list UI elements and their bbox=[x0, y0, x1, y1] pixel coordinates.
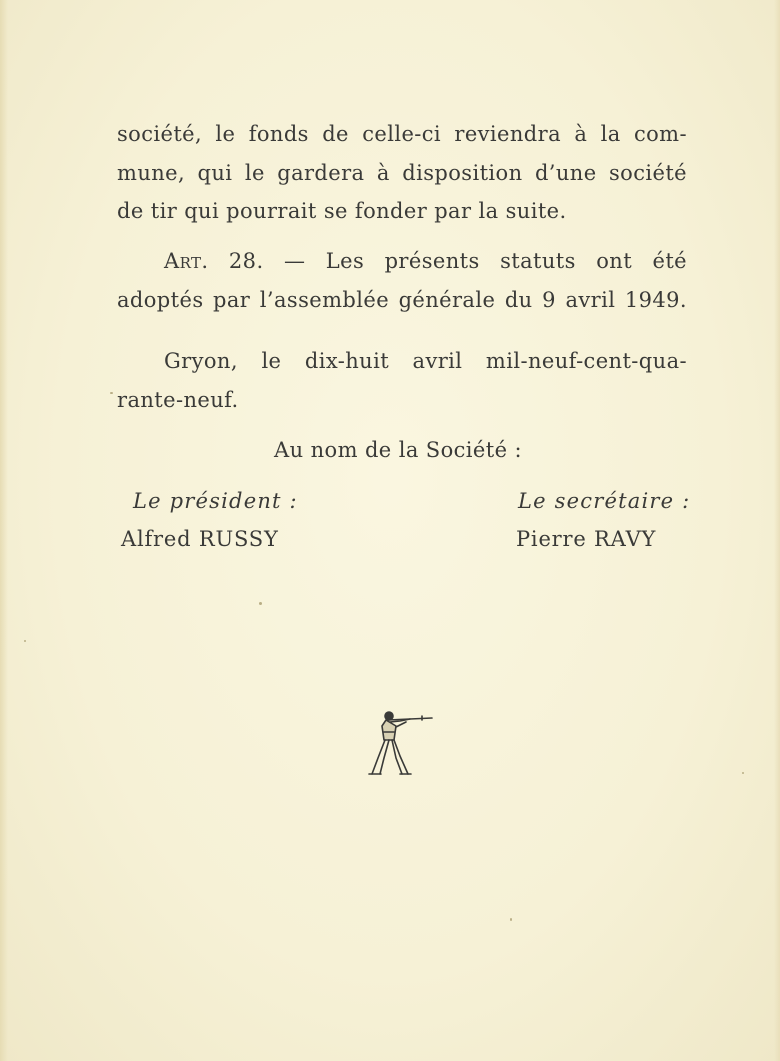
text-line: mune, qui le gardera à disposition d’une société bbox=[117, 160, 687, 185]
text-line: société, le fonds de celle-ci reviendra à la com- bbox=[117, 122, 687, 146]
president-role: Le président : bbox=[133, 489, 298, 513]
paragraph-article-28 bbox=[117, 242, 687, 319]
paragraph-fund-transfer bbox=[117, 115, 687, 231]
secretary-name: Pierre RAVY bbox=[516, 527, 657, 551]
text-line bbox=[117, 242, 687, 281]
secretary-role: Le secrétaire : bbox=[518, 489, 691, 513]
paper-speck bbox=[742, 772, 744, 774]
article-text: — Les présents statuts ont été bbox=[263, 249, 687, 273]
rifleman-icon bbox=[366, 708, 436, 780]
text-line: de tir qui pourrait se fonder par la suite. bbox=[117, 199, 567, 223]
paper-speck bbox=[24, 640, 26, 642]
text-line: adoptés par l’assemblée générale du 9 avril 1949. bbox=[117, 287, 687, 312]
paper-speck bbox=[510, 918, 512, 921]
page-edge-left bbox=[0, 0, 8, 1061]
paragraph-place-date bbox=[117, 342, 687, 419]
president-name: Alfred RUSSY bbox=[121, 527, 279, 551]
paper-speck bbox=[110, 392, 113, 394]
page-edge-right bbox=[774, 0, 780, 1061]
article-label: Art. 28. bbox=[164, 249, 264, 273]
on-behalf-heading: Au nom de la Société : bbox=[274, 438, 522, 462]
text-line: Gryon, le dix-huit avril mil-neuf-cent-qua- bbox=[164, 349, 687, 373]
paper-speck bbox=[259, 602, 262, 605]
text-line: rante-neuf. bbox=[117, 387, 239, 412]
